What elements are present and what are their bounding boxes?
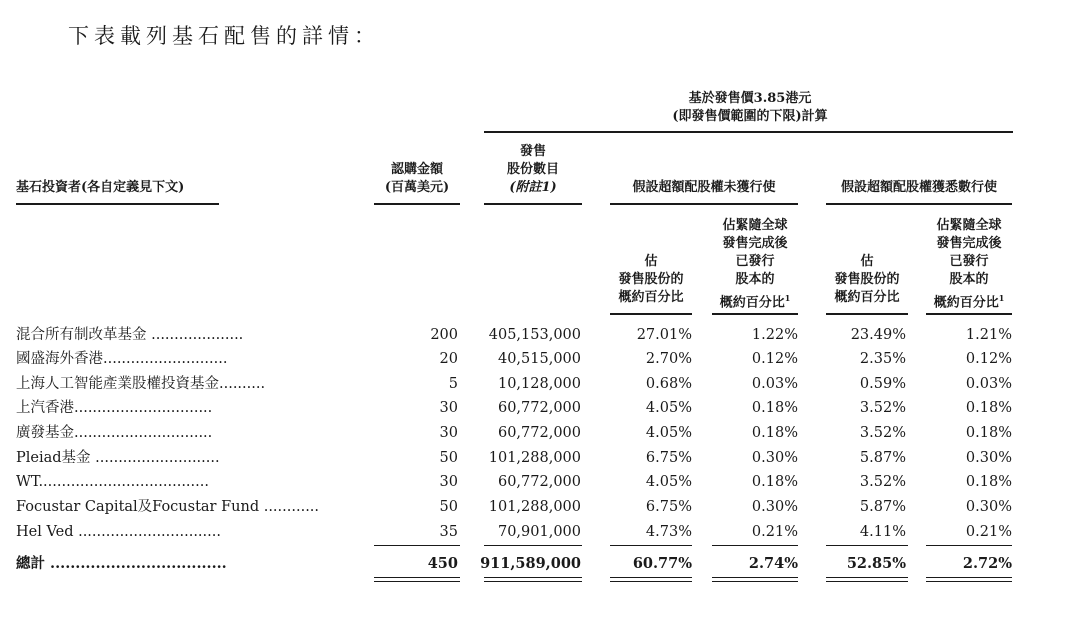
amount-cell: 30 bbox=[439, 474, 458, 490]
table-row bbox=[0, 396, 1080, 421]
basis-line-1: 基於發售價3.85港元 bbox=[688, 91, 812, 106]
total-top-rule bbox=[484, 545, 582, 546]
offer-pct-cell: 2.70% bbox=[645, 351, 692, 367]
investor-name: Pleiad基金 ........................... bbox=[16, 450, 220, 466]
shares-cell: 70,901,000 bbox=[497, 524, 581, 540]
total-double-rule bbox=[610, 581, 692, 582]
total-double-rule bbox=[374, 581, 460, 582]
total-label: 總計 ................................... bbox=[16, 555, 227, 572]
total-issued-pct-full: 2.72% bbox=[962, 555, 1012, 572]
offer-pct-cell: 4.73% bbox=[645, 524, 692, 540]
issued-pct-full-cell: 0.30% bbox=[965, 499, 1012, 515]
offer-pct-cell: 4.05% bbox=[645, 400, 692, 416]
total-row bbox=[0, 551, 1080, 576]
total-double-rule bbox=[826, 581, 908, 582]
offer-pct-cell: 6.75% bbox=[645, 450, 692, 466]
offer-pct-full-cell: 3.52% bbox=[859, 474, 906, 490]
table-row bbox=[0, 470, 1080, 495]
shares-cell: 60,772,000 bbox=[497, 400, 581, 416]
group-not-exercised-rule bbox=[610, 203, 798, 205]
investor-name: 混合所有制改革基金 .................... bbox=[16, 327, 244, 343]
amount-cell: 200 bbox=[430, 327, 458, 343]
offer-pct-full-cell: 5.87% bbox=[859, 450, 906, 466]
offer-pct-full-cell: 4.11% bbox=[859, 524, 906, 540]
group-exercised: 假設超額配股權獲悉數行使 bbox=[840, 180, 997, 195]
sub-rule-2 bbox=[712, 313, 798, 315]
amount-cell: 50 bbox=[439, 499, 458, 515]
total-issued-pct: 2.74% bbox=[748, 555, 798, 572]
issued-pct-full-cell: 0.30% bbox=[965, 450, 1012, 466]
sub-rule-3 bbox=[826, 313, 908, 315]
issued-pct-full-cell: 0.18% bbox=[965, 425, 1012, 441]
group-exercised-rule bbox=[826, 203, 1012, 205]
sub-issued-pct-1: 佔緊隨全球 bbox=[722, 218, 788, 233]
sub-rule-1 bbox=[610, 313, 692, 315]
issued-pct-full-cell: 0.18% bbox=[965, 474, 1012, 490]
total-double-rule bbox=[610, 577, 692, 578]
offer-pct-cell: 27.01% bbox=[636, 327, 692, 343]
total-shares: 911,589,000 bbox=[480, 555, 581, 572]
issued-pct-full-cell: 0.18% bbox=[965, 400, 1012, 416]
investor-name: 國盛海外香港........................... bbox=[16, 351, 228, 367]
issued-pct-full-cell: 0.03% bbox=[965, 376, 1012, 392]
total-offer-pct: 60.77% bbox=[632, 555, 692, 572]
amount-cell: 20 bbox=[439, 351, 458, 367]
amount-header-2: (百萬美元) bbox=[384, 180, 450, 195]
issued-pct-cell: 0.12% bbox=[751, 351, 798, 367]
table-row bbox=[0, 446, 1080, 471]
issued-pct-cell: 0.30% bbox=[751, 450, 798, 466]
amount-cell: 30 bbox=[439, 425, 458, 441]
total-double-rule bbox=[484, 577, 582, 578]
shares-rule bbox=[484, 203, 582, 205]
offer-pct-cell: 6.75% bbox=[645, 499, 692, 515]
issued-pct-cell: 0.18% bbox=[751, 400, 798, 416]
shares-header-2: 股份數目 bbox=[506, 162, 559, 177]
issued-pct-cell: 1.22% bbox=[751, 327, 798, 343]
sub-issued-pct-b-5: 概約百分比$^1$ bbox=[933, 293, 1005, 311]
sub-issued-pct-5: 概約百分比$^1$ bbox=[719, 293, 791, 311]
shares-cell: 60,772,000 bbox=[497, 474, 581, 490]
amount-cell: 30 bbox=[439, 400, 458, 416]
shares-cell: 101,288,000 bbox=[488, 450, 581, 466]
amount-header-1: 認購金額 bbox=[390, 162, 443, 177]
sub-rule-4 bbox=[926, 313, 1012, 315]
offer-pct-cell: 4.05% bbox=[645, 474, 692, 490]
table-row bbox=[0, 372, 1080, 397]
issued-pct-full-cell: 0.21% bbox=[965, 524, 1012, 540]
amount-cell: 50 bbox=[439, 450, 458, 466]
table-row bbox=[0, 520, 1080, 545]
shares-header-note: (附註1) bbox=[509, 180, 557, 195]
sub-issued-pct-3: 已發行 bbox=[735, 254, 775, 269]
total-double-rule bbox=[374, 577, 460, 578]
investor-name: Focustar Capital及Focustar Fund ............ bbox=[16, 499, 320, 515]
sub-offer-pct-3: 概約百分比 bbox=[618, 290, 684, 305]
issued-pct-cell: 0.18% bbox=[751, 474, 798, 490]
shares-header-1: 發售 bbox=[519, 144, 546, 159]
issued-pct-cell: 0.30% bbox=[751, 499, 798, 515]
investor-header: 基石投資者(各自定義見下文) bbox=[16, 180, 185, 195]
investor-rule bbox=[16, 203, 219, 205]
offer-pct-cell: 4.05% bbox=[645, 425, 692, 441]
sub-issued-pct-4: 股本的 bbox=[735, 272, 775, 287]
investor-name: Hel Ved ............................... bbox=[16, 524, 221, 540]
total-top-rule bbox=[374, 545, 460, 546]
total-top-rule bbox=[826, 545, 908, 546]
offer-pct-cell: 0.68% bbox=[645, 376, 692, 392]
sub-issued-pct-2: 發售完成後 bbox=[722, 236, 788, 251]
sub-issued-pct-b-1: 佔緊隨全球 bbox=[936, 218, 1002, 233]
sub-issued-pct-b-4: 股本的 bbox=[949, 272, 989, 287]
total-double-rule bbox=[826, 577, 908, 578]
total-double-rule bbox=[926, 577, 1012, 578]
issued-pct-cell: 0.03% bbox=[751, 376, 798, 392]
table-row bbox=[0, 421, 1080, 446]
total-top-rule bbox=[926, 545, 1012, 546]
issued-pct-full-cell: 0.12% bbox=[965, 351, 1012, 367]
amount-cell: 5 bbox=[448, 376, 458, 392]
intro-heading: 下表載列基石配售的詳情： bbox=[68, 24, 380, 48]
sub-offer-pct-2: 發售股份的 bbox=[618, 272, 684, 287]
offer-pct-full-cell: 3.52% bbox=[859, 425, 906, 441]
investor-name: 上海人工智能產業股權投資基金.......... bbox=[16, 376, 266, 392]
sub-offer-pct-b-1: 估 bbox=[860, 254, 874, 269]
total-double-rule bbox=[712, 577, 798, 578]
total-top-rule bbox=[712, 545, 798, 546]
basis-rule bbox=[484, 131, 1013, 133]
shares-cell: 40,515,000 bbox=[497, 351, 581, 367]
shares-cell: 405,153,000 bbox=[488, 327, 581, 343]
offer-pct-full-cell: 3.52% bbox=[859, 400, 906, 416]
amount-rule bbox=[374, 203, 460, 205]
total-double-rule bbox=[712, 581, 798, 582]
total-amount: 450 bbox=[427, 555, 458, 572]
total-double-rule bbox=[926, 581, 1012, 582]
shares-cell: 10,128,000 bbox=[497, 376, 581, 392]
table-row bbox=[0, 495, 1080, 520]
shares-cell: 60,772,000 bbox=[497, 425, 581, 441]
total-offer-pct-full: 52.85% bbox=[846, 555, 906, 572]
investor-name: 上汽香港.............................. bbox=[16, 400, 213, 416]
shares-cell: 101,288,000 bbox=[488, 499, 581, 515]
investor-name: WT..................................... bbox=[16, 474, 209, 490]
total-top-rule bbox=[610, 545, 692, 546]
sub-offer-pct-b-3: 概約百分比 bbox=[834, 290, 900, 305]
issued-pct-full-cell: 1.21% bbox=[965, 327, 1012, 343]
offer-pct-full-cell: 23.49% bbox=[850, 327, 906, 343]
sub-issued-pct-b-2: 發售完成後 bbox=[936, 236, 1002, 251]
table-row bbox=[0, 347, 1080, 372]
group-not-exercised: 假設超額配股權未獲行使 bbox=[632, 180, 776, 195]
sub-offer-pct-b-2: 發售股份的 bbox=[834, 272, 900, 287]
sub-offer-pct-1: 估 bbox=[644, 254, 658, 269]
issued-pct-cell: 0.21% bbox=[751, 524, 798, 540]
offer-pct-full-cell: 5.87% bbox=[859, 499, 906, 515]
amount-cell: 35 bbox=[439, 524, 458, 540]
basis-line-2: (即發售價範圍的下限)計算 bbox=[672, 109, 828, 124]
investor-name: 廣發基金.............................. bbox=[16, 425, 213, 441]
issued-pct-cell: 0.18% bbox=[751, 425, 798, 441]
offer-pct-full-cell: 2.35% bbox=[859, 351, 906, 367]
table-row bbox=[0, 323, 1080, 348]
sub-issued-pct-b-3: 已發行 bbox=[949, 254, 989, 269]
total-double-rule bbox=[484, 581, 582, 582]
offer-pct-full-cell: 0.59% bbox=[859, 376, 906, 392]
